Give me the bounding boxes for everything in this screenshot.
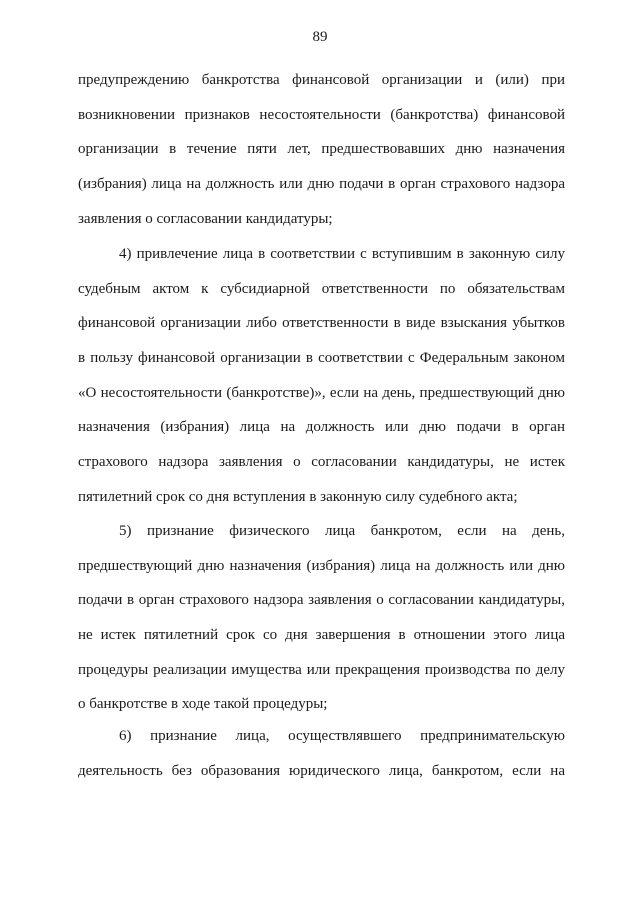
text-line: процедуры реализации имущества или прекращения производства по делу	[78, 661, 565, 678]
paragraph-item-5	[78, 514, 565, 722]
text-line: 6) признание лица, осуществлявшего предпринимательскую	[119, 728, 565, 744]
text-line: организации в течение пяти лет, предшествовавших дню назначения	[78, 141, 565, 158]
text-line: назначения (избрания) лица на должность или дню подачи в орган	[78, 419, 565, 436]
text-line: возникновении признаков несостоятельности (банкротства) финансовой	[78, 106, 565, 123]
text-line: 4) привлечение лица в соответствии с вступившим в законную силу	[119, 246, 565, 262]
text-line: судебным актом к субсидиарной ответственности по обязательствам	[78, 280, 565, 297]
text-line: страхового надзора заявления о согласовании кандидатуры, не истек	[78, 454, 565, 471]
text-line: деятельность без образования юридического лица, банкротом, если на	[78, 762, 565, 779]
text-line: 5) признание физического лица банкротом, если на день,	[119, 523, 565, 539]
text-line: пятилетний срок со дня вступления в законную силу судебного акта;	[78, 488, 518, 505]
paragraph-item-6	[78, 719, 565, 788]
text-line: финансовой организации либо ответственности в виде взыскания убытков	[78, 315, 565, 332]
text-line: предшествующий дню назначения (избрания) лица на должность или дню	[78, 557, 565, 574]
paragraph-continuation	[78, 63, 565, 236]
text-line: предупреждению банкротства финансовой организации и (или) при	[78, 72, 565, 88]
text-line: в пользу финансовой организации в соответствии с Федеральным законом	[78, 350, 565, 367]
text-line: о банкротстве в ходе такой процедуры;	[78, 696, 328, 713]
paragraph-item-4	[78, 237, 565, 515]
page-number: 89	[312, 29, 328, 45]
text-line: заявления о согласовании кандидатуры;	[78, 210, 333, 227]
text-line: не истек пятилетний срок со дня завершения в отношении этого лица	[78, 627, 565, 644]
text-line: (избрания) лица на должность или дню подачи в орган страхового надзора	[78, 176, 565, 193]
text-line: «О несостоятельности (банкротстве)», если на день, предшествующий дню	[78, 384, 565, 401]
text-line: подачи в орган страхового надзора заявления о согласовании кандидатуры,	[78, 592, 565, 609]
